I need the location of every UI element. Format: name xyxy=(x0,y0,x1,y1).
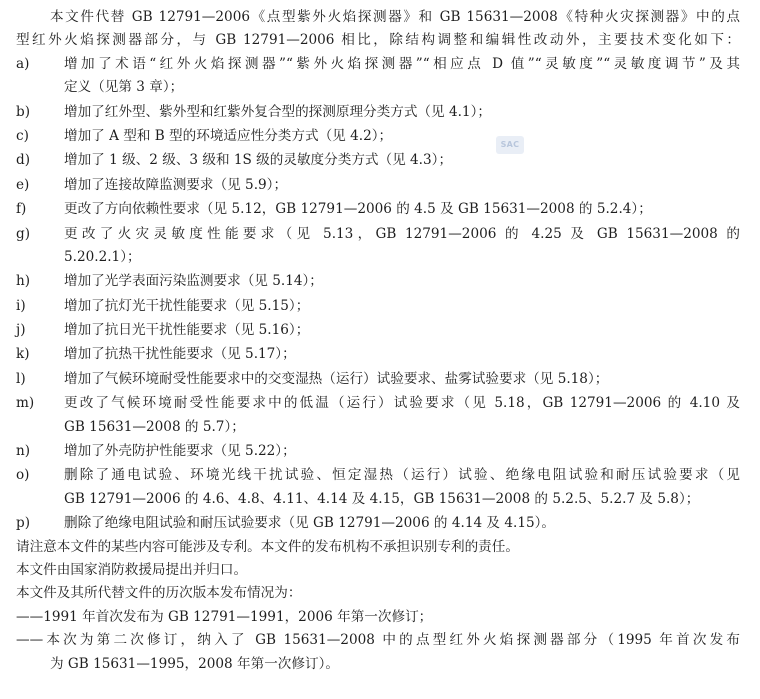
list-item-b xyxy=(16,101,740,124)
list-marker: l) xyxy=(16,370,26,387)
list-item-o xyxy=(16,464,740,487)
list-marker: k) xyxy=(16,346,30,363)
list-item-i xyxy=(16,295,740,318)
list-item-k xyxy=(16,343,740,366)
list-item-text: 增加了光学表面污染监测要求（见 5.14）； xyxy=(64,273,323,290)
list-item-text: 增加了抗灯光干扰性能要求（见 5.15）； xyxy=(64,297,310,314)
list-marker: e) xyxy=(16,176,30,193)
list-item-continuation: GB 12791—2006 的 4.6、4.8、4.11、4.14 及 4.15，GB 15631—2008 的 5.2.5、5.2.7 及 5.8）； xyxy=(64,490,700,507)
list-marker: a) xyxy=(16,55,30,72)
change-list xyxy=(16,53,740,536)
document-page xyxy=(16,6,740,676)
list-item-l xyxy=(16,368,740,391)
list-item-f xyxy=(16,198,740,221)
history-item-2-continuation: 为 GB 15631—1995，2008 年第一次修订）。 xyxy=(50,655,339,672)
list-item-g xyxy=(16,223,740,246)
list-item-text: 增加了 A 型和 B 型的环境适应性分类方式（见 4.2）； xyxy=(64,127,393,144)
history-item-1: ——1991 年首次发布为 GB 12791—1991，2006 年第一次修订； xyxy=(16,608,433,625)
watermark-logo: SAC xyxy=(496,136,524,154)
list-item-text: 增加了连接故障监测要求（见 5.9）； xyxy=(64,176,288,193)
list-item-text: 增加了术语“红外火焰探测器”“紫外火焰探测器”“相应点 D 值”“灵敏度”“灵敏度调节”及其 xyxy=(64,55,740,72)
list-item-continuation: GB 15631—2008 的 5.7）； xyxy=(64,418,245,435)
proposer-statement: 本文件由国家消防救援局提出并归口。 xyxy=(16,561,248,578)
list-marker: p) xyxy=(16,515,31,532)
intro-line-2: 型红外火焰探测器部分，与 GB 12791—2006 相比，除结构调整和编辑性改动外，主要技术变化如下： xyxy=(16,32,740,49)
history-heading: 本文件及其所代替文件的历次版本发布情况为： xyxy=(16,585,302,602)
list-marker: h) xyxy=(16,273,31,290)
list-marker: m) xyxy=(16,395,35,412)
list-item-h xyxy=(16,270,740,293)
list-marker: n) xyxy=(16,443,31,460)
list-item-text: 增加了 1 级、2 级、3 级和 1S 级的灵敏度分类方式（见 4.3）； xyxy=(64,152,453,169)
list-item-text: 删除了绝缘电阻试验和耐压试验要求（见 GB 12791—2006 的 4.14 及 4.15）。 xyxy=(64,515,556,532)
list-marker: o) xyxy=(16,467,30,484)
list-marker: b) xyxy=(16,103,31,120)
list-item-d xyxy=(16,149,740,172)
list-item-text: 增加了外壳防护性能要求（见 5.22）； xyxy=(64,443,296,460)
list-item-text: 更改了方向依赖性要求（见 5.12，GB 12791—2006 的 4.5 及 GB 15631—2008 的 5.2.4）； xyxy=(64,201,652,218)
list-item-text: 增加了抗热干扰性能要求（见 5.17）； xyxy=(64,346,296,363)
list-item-m xyxy=(16,392,740,415)
list-marker: d) xyxy=(16,152,31,169)
list-marker: c) xyxy=(16,127,29,144)
list-marker: g) xyxy=(16,225,31,242)
list-item-text: 更改了火灾灵敏度性能要求（见 5.13，GB 12791—2006 的 4.25 及 GB 15631—2008 的 xyxy=(64,225,740,242)
list-item-continuation: 5.20.2.1）； xyxy=(64,248,141,265)
list-item-text: 更改了气候环境耐受性能要求中的低温（运行）试验要求（见 5.18，GB 12791—2006 的 4.10 及 xyxy=(64,395,740,412)
list-marker: f) xyxy=(16,201,27,218)
patent-notice: 请注意本文件的某些内容可能涉及专利。本文件的发布机构不承担识别专利的责任。 xyxy=(16,538,519,555)
list-item-c xyxy=(16,125,740,148)
list-item-text: 增加了红外型、紫外型和红紫外复合型的探测原理分类方式（见 4.1）； xyxy=(64,103,491,120)
list-item-n xyxy=(16,440,740,463)
list-item-text: 增加了抗日光干扰性能要求（见 5.16）； xyxy=(64,322,310,339)
intro-line-1: 本文件代替 GB 12791—2006《点型紫外火焰探测器》和 GB 15631—2008《特种火灾探测器》中的点 xyxy=(50,9,740,25)
list-item-j xyxy=(16,319,740,342)
list-item-continuation: 定义（见第 3 章）； xyxy=(64,79,184,96)
list-item-p xyxy=(16,512,740,535)
history-item-2: ——本次为第二次修订，纳入了 GB 15631—2008 中的点型红外火焰探测器部分（1995 年首次发布 xyxy=(16,632,740,649)
list-item-text: 增加了气候环境耐受性能要求中的交变湿热（运行）试验要求、盐雾试验要求（见 5.18）； xyxy=(64,370,609,387)
list-marker: j) xyxy=(16,322,26,339)
list-marker: i) xyxy=(16,297,26,314)
list-item-e xyxy=(16,174,740,197)
list-item-text: 删除了通电试验、环境光线干扰试验、恒定湿热（运行）试验、绝缘电阻试验和耐压试验要求（见 xyxy=(64,467,740,484)
list-item-a xyxy=(16,53,740,76)
